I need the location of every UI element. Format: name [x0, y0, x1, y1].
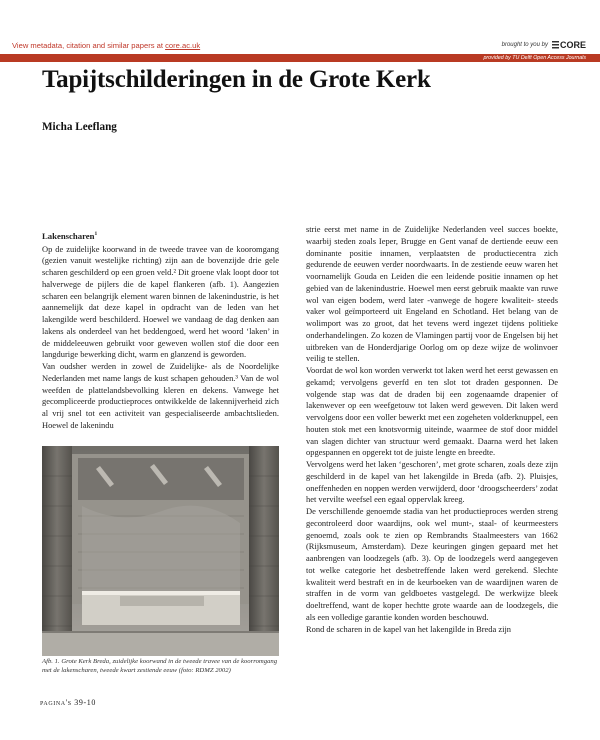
core-metadata-link[interactable]: View metadata, citation and similar papers at core.ac.uk [12, 41, 201, 50]
page-folio: pagina's 39-10 [40, 698, 96, 707]
core-lines-icon [552, 41, 559, 49]
right-column [306, 224, 558, 635]
paragraph: De verschillende genoemde stadia van het productieproces werden streng gecontroleerd door waardijns, ook wel munt-, staal- of keurmeesters genoemd, zoals ook te zien op Rembrandts Staalmeesters van 1662 (Rijksmuseum, Amsterdam). Deze keuringen gingen gepaard met het aanbrengen van loodzegels (afb. 3). Op de loodzegels werd aangegeven tot welke categorie het desbetreffende laken werd gerekend. Slechte kwaliteit werd bestraft en in de keurboeken van de waardijnen waren de straffen in de vorm van geldboetes vastgelegd. De werkwijze bleek doeltreffend, want de koper hechtte grote waarde aan de loodzegels, die als een volledige garantie konden worden beschouwd. [306, 506, 558, 622]
brought-by-label: brought to you by [501, 42, 548, 48]
provided-by-label: provided by TU Delft Open Access Journals [483, 55, 586, 61]
paragraph: Van oudsher werden in zowel de Zuidelijke- als de Noordelijke Nederlanden met name langs de kust schapen gehouden.³ Van de wol weefden de plattelandsbevolking kleren en dekens. Vanwege het gecompliceerde productieproces ontwikkelde de lakennijverheid zich al vrij snel tot een activiteit van gespecialiseerde ambachtslieden. Hoewel de lakenindu [42, 361, 279, 430]
paragraph: strie eerst met name in de Zuidelijke Nederlanden veel succes boekte, waarbij steden zoals Ieper, Brugge en Gent vanaf de dertiende eeuw een dominante positie innamen, verplaatsten de productiecentra zich gedurende de eeuwen verder noordwaarts. In de zestiende eeuw waren het voornamelijk Gouda en Leiden die een leidende positie innamen op het gebied van de lakenindustrie. Hoewel men eerst gebruik maakte van ruwe wol van eigen bodem, werd later -vanwege de hogere kwaliteit- steeds vaker wol geïmporteerd uit Engeland en Schotland. Het belang van de wolimport was zo groot, dat het tevens werd ingezet tijdens politieke onderhandelingen. Zo kozen de Vlamingen partij voor de Engelsen bij het uitbreken van de Honderdjarige Oorlog om op deze wijze de wolinvoer veilig te stellen. [306, 224, 558, 364]
paragraph: Op de zuidelijke koorwand in de tweede travee van de kooromgang (gezien vanuit westelijke richting) zijn aan de bovenzijde drie gele scharen geschilderd op een groen veld.² Dit groene vlak loopt door tot halverwege de pijlers die de kapel flankeren (afb. 1). Aangezien scharen een belangrijk element waren binnen de lakenindustrie, is het aannemelijk dat deze kapel in opdracht van de leden van het lakengilde werd beschilderd. Hoewel we vandaag de dag denken aan lakens als onderdeel van het beddengoed, werd het woord ‘laken’ in de middeleeuwen gebruikt voor geweven wollen stof die door een langdurige bewerking dicht, warm en glanzend is geworden. [42, 243, 279, 360]
figure-caption: Afb. 1. Grote Kerk Breda, zuidelijke koorwand in de tweede travee van de koorromgang met de lakenscharen, tweede kwart zestiende eeuw (foto: RDMZ 2002) [42, 658, 278, 674]
article-title: Tapijtschilderingen in de Grote Kerk [42, 66, 431, 93]
article-author: Micha Leeflang [42, 121, 117, 133]
church-wall-photo [42, 446, 279, 656]
paragraph: Voordat de wol kon worden verwerkt tot laken werd het eerst gewassen en gekamd; vervolgens geverfd en ten slot tot draden gesponnen. De volgende stap was dat de draden bij een zogenaamde drapenier of lakenwever op een weefgetouw tot laken werd geweven. Dit laken werd vervolgens door een voller bewerkt met een zogeheten volderknuppel, een houten stok met een knotsvormig uiteinde, waarmee de stof door middel van slagen dichter van structuur werd gemaakt. Daarna werd het laken opgespannen en opgerekt tot de juiste lengte en breedte. [306, 365, 558, 458]
paragraph: Rond de scharen in de kapel van het lakengilde in Breda zijn [306, 623, 512, 634]
figure-photo [42, 446, 279, 656]
core-logo: CORE [552, 40, 586, 50]
section-heading: Lakenscharen$^1$ [42, 230, 98, 241]
core-header [0, 0, 600, 55]
paragraph: Vervolgens werd het laken ‘geschoren’, met grote scharen, zoals deze zijn geschilderd in de kapel van het lakengilde in Breda (afb. 2). Pluisjes, oneffenheden en noppen werden verwijderd, door ‘droogscheerders’ zodat het vervilte weefsel een egaal oppervlak kreeg. [306, 459, 558, 505]
core-brand[interactable] [502, 40, 586, 50]
left-column [42, 229, 279, 432]
